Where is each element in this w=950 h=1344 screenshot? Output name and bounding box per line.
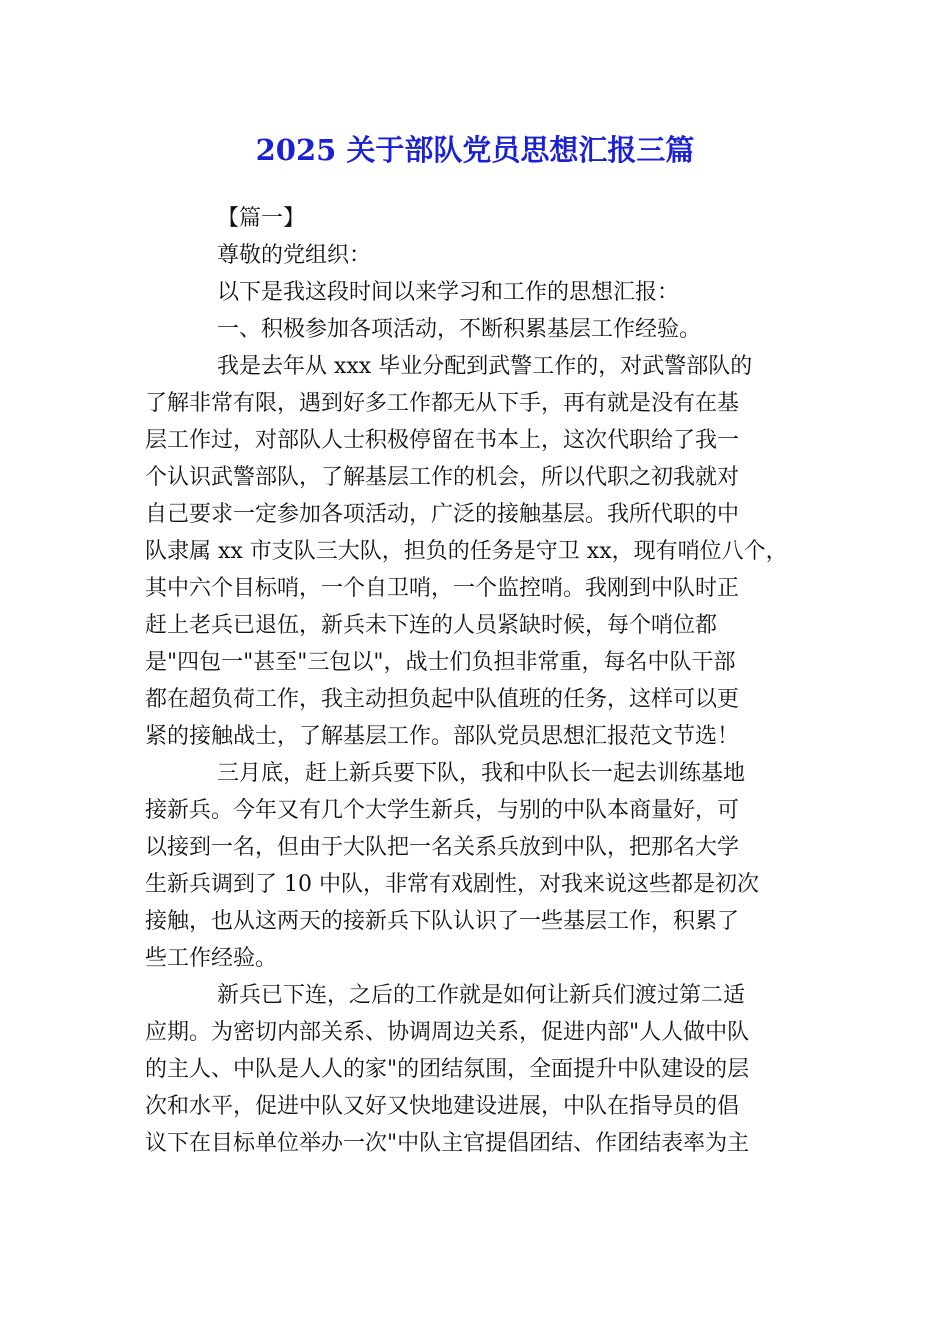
body-line: 层工作过，对部队人士积极停留在书本上，这次代职给了我一 (145, 428, 740, 453)
body-line: 队隶属 xx 市支队三大队，担负的任务是守卫 xx，现有哨位八个， (145, 539, 788, 564)
body-line: 应期。为密切内部关系、协调周边关系，促进内部"人人做中队 (145, 1020, 750, 1045)
body-line: 我是去年从 xxx 毕业分配到武警工作的，对武警部队的 (217, 354, 753, 379)
body-line: 的主人、中队是人人的家"的团结氛围，全面提升中队建设的层 (145, 1057, 750, 1082)
body-line: 议下在目标单位举办一次"中队主官提倡团结、作团结表率为主 (145, 1131, 750, 1156)
body-line: 以下是我这段时间以来学习和工作的思想汇报： (217, 280, 680, 305)
body-line: 些工作经验。 (145, 946, 278, 971)
body-line: 新兵已下连，之后的工作就是如何让新兵们渡过第二适 (217, 983, 746, 1008)
document-title: 2025 关于部队党员思想汇报三篇 (255, 133, 695, 167)
body-line: 紧的接触战士，了解基层工作。部队党员思想汇报范文节选！ (145, 724, 740, 749)
body-line: 都在超负荷工作，我主动担负起中队值班的任务，这样可以更 (145, 687, 740, 712)
body-line: 了解非常有限，遇到好多工作都无从下手，再有就是没有在基 (145, 391, 740, 416)
body-line: 生新兵调到了 10 中队，非常有戏剧性，对我来说这些都是初次 (145, 872, 759, 897)
body-line: 个认识武警部队，了解基层工作的机会，所以代职之初我就对 (145, 465, 740, 490)
body-line: 次和水平，促进中队又好又快地建设进展，中队在指导员的倡 (145, 1094, 740, 1119)
body-line: 接触，也从这两天的接新兵下队认识了一些基层工作，积累了 (145, 909, 740, 934)
document-body (145, 200, 825, 1162)
body-line: 是"四包一"甚至"三包以"，战士们负担非常重，每名中队干部 (145, 650, 736, 675)
body-line: 三月底，赶上新兵要下队，我和中队长一起去训练基地 (217, 761, 746, 786)
body-line: 接新兵。今年又有几个大学生新兵，与别的中队本商量好，可 (145, 798, 740, 823)
body-line: 【篇一】 (217, 206, 306, 231)
body-line: 以接到一名，但由于大队把一名关系兵放到中队，把那名大学 (145, 835, 740, 860)
body-line: 一、积极参加各项活动，不断积累基层工作经验。 (217, 317, 702, 342)
body-line: 尊敬的党组织： (217, 243, 372, 268)
body-line: 赶上老兵已退伍，新兵未下连的人员紧缺时候，每个哨位都 (145, 613, 718, 638)
body-line: 自己要求一定参加各项活动，广泛的接触基层。我所代职的中 (145, 502, 740, 527)
body-line: 其中六个目标哨，一个自卫哨，一个监控哨。我刚到中队时正 (145, 576, 740, 601)
